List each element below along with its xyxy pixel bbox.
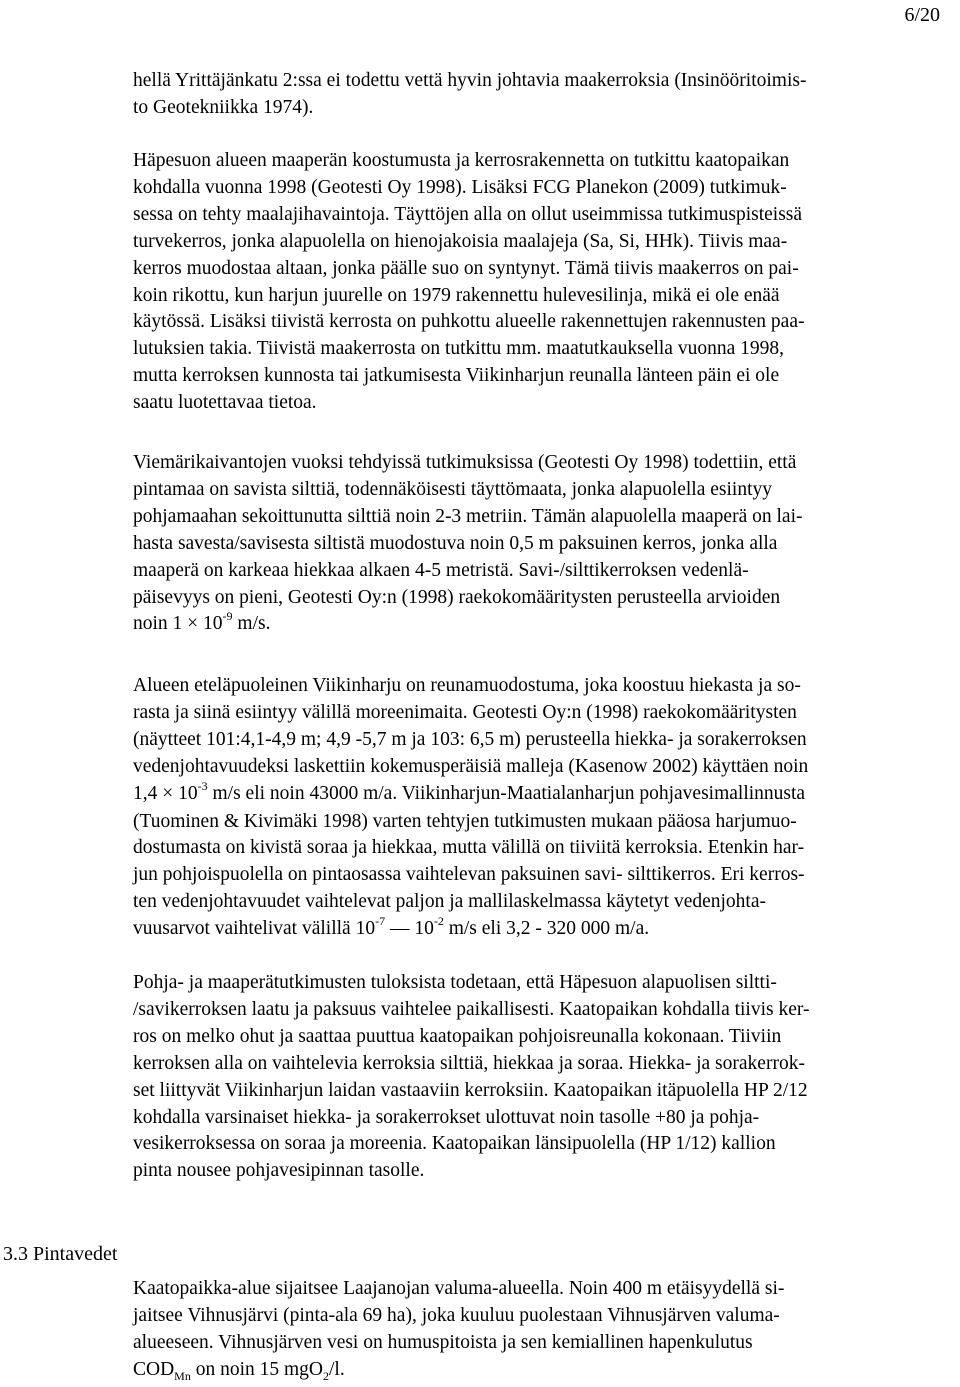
text-line	[133, 778, 808, 809]
text-line: alueeseen. Vihnusjärven vesi on humuspitoista ja sen kemiallinen hapenkulutus	[133, 1331, 753, 1353]
text-span: — 10	[385, 918, 434, 940]
text-line: jaitsee Vihnusjärvi (pinta-ala 69 ha), joka kuuluu puolestaan Vihnusjärven valuma-	[133, 1304, 780, 1326]
paragraph	[133, 68, 806, 122]
text-line: pinta nousee pohjavesipinnan tasolle.	[133, 1160, 425, 1182]
text-line	[133, 1357, 784, 1385]
text-line: ros on melko ohut ja saattaa puuttua kaatopaikan pohjoisreunalla kokonaan. Tiiviin	[133, 1025, 782, 1047]
text-line: Häpesuon alueen maaperän koostumusta ja kerrosrakennetta on tutkittu kaatopaikan	[133, 150, 790, 171]
text-line: kohdalla vuonna 1998 (Geotesti Oy 1998). Lisäksi FCG Planekon (2009) tutkimuk-	[133, 176, 787, 198]
superscript: -2	[433, 914, 444, 929]
superscript: -9	[222, 609, 233, 624]
text-line: maaperä on karkeaa hiekkaa alkaen 4-5 metristä. Savi-/silttikerroksen vedenlä-	[133, 559, 749, 581]
text-line: to Geotekniikka 1974).	[133, 96, 314, 118]
text-line: ten vedenjohtavuudet vaihtelevat paljon ja mallilaskelmassa käytetyt vedenjohta-	[133, 891, 766, 913]
text-line: Viemärikaivantojen vuoksi tehdyissä tutkimuksissa (Geotesti Oy 1998) todettiin, että	[133, 452, 797, 473]
text-line: pintamaa on savista silttiä, todennäköisesti täyttömaata, jonka alapuolella esiintyy	[133, 478, 773, 500]
paragraph	[133, 970, 809, 1185]
text-line: mutta kerroksen kunnosta tai jatkumisesta Viikinharjun reunalla länteen päin ei ole	[133, 365, 780, 387]
text-line: Alueen eteläpuoleinen Viikinharju on reunamuodostuma, joka koostuu hiekasta ja so-	[133, 675, 801, 696]
text-span: 1,4 × 10	[133, 782, 198, 804]
subscript: 2	[323, 1368, 330, 1383]
text-line: sessa on tehty maalajihavaintoja. Täyttöjen alla on ollut useimmissa tutkimuspisteissä	[133, 203, 803, 225]
text-line: (näytteet 101:4,1-4,9 m; 4,9 -5,7 m ja 103: 6,5 m) perusteella hiekka- ja sorakerroksen	[133, 728, 807, 750]
text-line: kerroksen alla on vaihtelevia kerroksia silttiä, hiekkaa ja soraa. Hiekka- ja sorakerrok-	[133, 1052, 805, 1074]
text-line	[133, 611, 802, 639]
text-line: vedenjohtavuudeksi laskettiin kokemusperäisiä malleja (Kasenow 2002) käyttäen noin	[133, 755, 809, 777]
text-line: vesikerroksessa on soraa ja moreenia. Kaatopaikan länsipuolella (HP 1/12) kallion	[133, 1133, 776, 1155]
section-paragraph	[133, 1276, 784, 1385]
text-line: päisevyys on pieni, Geotesti Oy:n (1998) raekokomääritysten perusteella arvioiden	[133, 586, 781, 608]
page-number: 6/20	[904, 4, 940, 26]
text-line: kohdalla varsinaiset hiekka- ja sorakerrokset ulottuvat noin tasolle +80 ja pohja-	[133, 1106, 760, 1128]
subscript: Mn	[174, 1368, 191, 1383]
paragraph	[133, 148, 804, 417]
text-line: pohjamaahan sekoittunutta silttiä noin 2-3 metriin. Tämän alapuolella maaperä on lai-	[133, 505, 803, 527]
text-span: /l.	[329, 1358, 345, 1380]
superscript: -3	[197, 778, 208, 793]
text-line: koin rikottu, kun harjun juurelle on 1979 rakennettu hulevesilinja, mikä ei ole enää	[133, 284, 780, 306]
text-span: m/s eli noin 43000 m/a. Viikinharjun-Maatialanharjun pohjavesimallinnusta	[207, 782, 806, 804]
paragraph	[133, 450, 802, 639]
text-span: m/s eli 3,2 - 320 000 m/a.	[443, 918, 650, 940]
text-span: m/s.	[232, 613, 271, 635]
text-line: hellä Yrittäjänkatu 2:ssa ei todettu vettä hyvin johtavia maakerroksia (Insinööritoimis-	[133, 70, 807, 91]
text-line: dostumasta on kivistä soraa ja hiekkaa, mutta välillä on tiiviitä kerroksia. Etenkin har-	[133, 837, 805, 859]
text-line: (Tuominen & Kivimäki 1998) varten tehtyjen tutkimusten mukaan pääosa harjumuo-	[133, 810, 797, 832]
text-line: /savikerroksen laatu ja paksuus vaihtelee paikallisesti. Kaatopaikan kohdalla tiivis ker-	[133, 998, 810, 1020]
text-line: rasta ja siinä esiintyy välillä moreenimaita. Geotesti Oy:n (1998) raekokomääritysten	[133, 701, 797, 723]
paragraph	[133, 673, 808, 944]
text-line	[133, 916, 808, 944]
text-line: Kaatopaikka-alue sijaitsee Laajanojan valuma-alueella. Noin 400 m etäisyydellä si-	[133, 1278, 785, 1299]
text-line: saatu luotettavaa tietoa.	[133, 392, 317, 414]
text-span: vuusarvot vaihtelivat välillä 10	[133, 918, 376, 940]
text-line: hasta savesta/savisesta siltistä muodostuva noin 0,5 m paksuinen kerros, jonka alla	[133, 532, 778, 554]
section-heading: 3.3 Pintavedet	[3, 1243, 118, 1265]
text-line: set liittyvät Viikinharjun laidan vastaaviin kerroksiin. Kaatopaikan itäpuolella HP 2/12	[133, 1079, 808, 1101]
text-span: on noin 15 mgO	[190, 1358, 324, 1380]
text-line: kerros muodostaa altaan, jonka päälle suo on syntynyt. Tämä tiivis maakerros on pai-	[133, 257, 799, 279]
text-line: turvekerros, jonka alapuolella on hienojakoisia maalajeja (Sa, Si, HHk). Tiivis maa-	[133, 230, 788, 252]
text-span: noin 1 × 10	[133, 613, 223, 635]
text-span: COD	[133, 1358, 175, 1380]
text-line: jun pohjoispuolella on pintaosassa vaihtelevan paksuinen savi- silttikerros. Eri kerros-	[133, 864, 805, 886]
text-line: lutuksien takia. Tiivistä maakerrosta on tutkittu mm. maatutkauksella vuonna 1998,	[133, 338, 784, 360]
text-line: käytössä. Lisäksi tiivistä kerrosta on puhkottu alueelle rakennettujen rakennusten paa-	[133, 311, 805, 333]
superscript: -7	[375, 914, 386, 929]
text-line: Pohja- ja maaperätutkimusten tuloksista todetaan, että Häpesuon alapuolisen siltti-	[133, 972, 777, 993]
